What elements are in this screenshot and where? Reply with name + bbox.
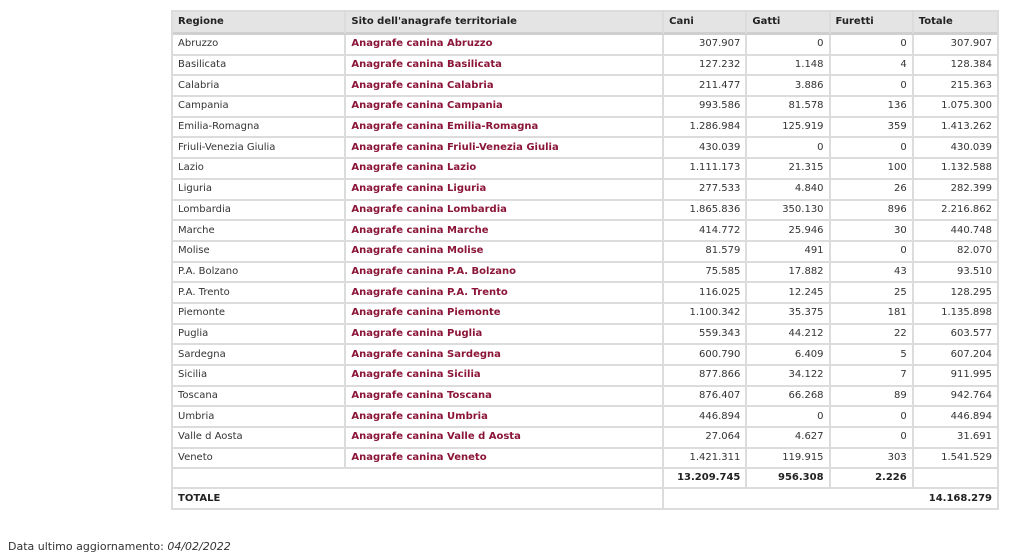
cell-sito [346, 35, 664, 56]
cell-furetti: 0 [831, 242, 914, 263]
header-gatti: Gatti [747, 12, 830, 35]
cell-cani: 127.232 [664, 56, 747, 77]
table-row [173, 366, 997, 387]
cell-furetti: 5 [831, 345, 914, 366]
cell-furetti: 30 [831, 221, 914, 242]
cell-gatti: 4.627 [747, 428, 830, 449]
cell-cani: 1.286.984 [664, 118, 747, 139]
cell-sito [346, 407, 664, 428]
cell-totale: 911.995 [914, 366, 997, 387]
cell-regione: Molise [173, 242, 346, 263]
cell-cani: 414.772 [664, 221, 747, 242]
cell-regione: P.A. Trento [173, 283, 346, 304]
registry-table [171, 10, 999, 510]
registry-site-link[interactable]: Anagrafe canina Piemonte [351, 307, 501, 319]
cell-totale: 1.413.262 [914, 118, 997, 139]
cell-regione: Calabria [173, 76, 346, 97]
cell-regione: Emilia-Romagna [173, 118, 346, 139]
cell-cani: 81.579 [664, 242, 747, 263]
cell-furetti: 43 [831, 263, 914, 284]
cell-cani: 446.894 [664, 407, 747, 428]
registry-site-link[interactable]: Anagrafe canina P.A. Bolzano [351, 265, 517, 277]
cell-gatti: 0 [747, 138, 830, 159]
registry-site-link[interactable]: Anagrafe canina Toscana [351, 390, 492, 402]
table-row [173, 35, 997, 56]
registry-site-link[interactable]: Anagrafe canina P.A. Trento [351, 286, 508, 298]
cell-totale: 215.363 [914, 76, 997, 97]
cell-totale: 1.132.588 [914, 159, 997, 180]
cell-gatti: 491 [747, 242, 830, 263]
cell-regione: Sicilia [173, 366, 346, 387]
table-row [173, 76, 997, 97]
cell-furetti: 26 [831, 180, 914, 201]
registry-site-link[interactable]: Anagrafe canina Lombardia [351, 203, 507, 215]
total-row [173, 489, 997, 508]
table-row [173, 387, 997, 408]
cell-cani: 307.907 [664, 35, 747, 56]
cell-totale: 31.691 [914, 428, 997, 449]
cell-regione: Piemonte [173, 304, 346, 325]
table-row [173, 97, 997, 118]
cell-gatti: 44.212 [747, 325, 830, 346]
cell-regione: Friuli-Venezia Giulia [173, 138, 346, 159]
cell-cani: 600.790 [664, 345, 747, 366]
cell-furetti: 303 [831, 449, 914, 470]
cell-gatti: 6.409 [747, 345, 830, 366]
registry-site-link[interactable]: Anagrafe canina Liguria [351, 183, 487, 195]
cell-cani: 75.585 [664, 263, 747, 284]
cell-furetti: 25 [831, 283, 914, 304]
header-sito: Sito dell'anagrafe territoriale [346, 12, 664, 35]
sum-cani: 13.209.745 [664, 469, 747, 489]
cell-totale: 307.907 [914, 35, 997, 56]
cell-regione: Sardegna [173, 345, 346, 366]
cell-cani: 1.421.311 [664, 449, 747, 470]
cell-totale: 607.204 [914, 345, 997, 366]
registry-site-link[interactable]: Anagrafe canina Emilia-Romagna [351, 121, 539, 133]
registry-site-link[interactable]: Anagrafe canina Basilicata [351, 59, 502, 71]
cell-sito [346, 325, 664, 346]
cell-regione: Liguria [173, 180, 346, 201]
cell-cani: 116.025 [664, 283, 747, 304]
cell-sito [346, 283, 664, 304]
cell-furetti: 181 [831, 304, 914, 325]
cell-gatti: 21.315 [747, 159, 830, 180]
registry-site-link[interactable]: Anagrafe canina Puglia [351, 327, 483, 339]
cell-regione: Valle d Aosta [173, 428, 346, 449]
cell-totale: 942.764 [914, 387, 997, 408]
cell-furetti: 0 [831, 138, 914, 159]
cell-gatti: 12.245 [747, 283, 830, 304]
sum-gatti: 956.308 [747, 469, 830, 489]
last-update-label: Data ultimo aggiornamento: [8, 540, 164, 553]
cell-sito [346, 56, 664, 77]
cell-cani: 993.586 [664, 97, 747, 118]
cell-furetti: 22 [831, 325, 914, 346]
cell-regione: Marche [173, 221, 346, 242]
table-row [173, 345, 997, 366]
header-regione: Regione [173, 12, 346, 35]
registry-site-link[interactable]: Anagrafe canina Veneto [351, 452, 487, 464]
table-body [173, 35, 997, 469]
cell-regione: Campania [173, 97, 346, 118]
cell-cani: 27.064 [664, 428, 747, 449]
table-row [173, 56, 997, 77]
cell-totale: 440.748 [914, 221, 997, 242]
cell-cani: 277.533 [664, 180, 747, 201]
cell-sito [346, 97, 664, 118]
cell-regione: P.A. Bolzano [173, 263, 346, 284]
registry-site-link[interactable]: Anagrafe canina Lazio [351, 162, 477, 174]
registry-site-link[interactable]: Anagrafe canina Sardegna [351, 348, 501, 360]
cell-cani: 1.111.173 [664, 159, 747, 180]
cell-totale: 128.384 [914, 56, 997, 77]
cell-totale: 82.070 [914, 242, 997, 263]
header-cani: Cani [664, 12, 747, 35]
cell-cani: 876.407 [664, 387, 747, 408]
cell-furetti: 359 [831, 118, 914, 139]
table-row [173, 138, 997, 159]
table-row [173, 263, 997, 284]
total-value: 14.168.279 [928, 492, 992, 504]
cell-gatti: 125.919 [747, 118, 830, 139]
sum-row-blank [173, 469, 664, 489]
registry-site-link[interactable]: Anagrafe canina Calabria [351, 79, 494, 91]
cell-furetti: 89 [831, 387, 914, 408]
cell-regione: Abruzzo [173, 35, 346, 56]
cell-regione: Toscana [173, 387, 346, 408]
cell-cani: 559.343 [664, 325, 747, 346]
cell-furetti: 100 [831, 159, 914, 180]
cell-sito [346, 180, 664, 201]
cell-furetti: 136 [831, 97, 914, 118]
cell-totale: 1.075.300 [914, 97, 997, 118]
table-row [173, 180, 997, 201]
cell-regione: Basilicata [173, 56, 346, 77]
sum-row-blank-total [914, 469, 997, 489]
cell-cani: 1.865.836 [664, 201, 747, 222]
table-row [173, 304, 997, 325]
registry-site-link[interactable]: Anagrafe canina Campania [351, 100, 503, 112]
cell-sito [346, 76, 664, 97]
cell-sito [346, 221, 664, 242]
cell-cani: 430.039 [664, 138, 747, 159]
cell-totale: 282.399 [914, 180, 997, 201]
total-label: TOTALE [173, 489, 664, 508]
cell-furetti: 896 [831, 201, 914, 222]
cell-gatti: 25.946 [747, 221, 830, 242]
cell-sito [346, 242, 664, 263]
header-furetti: Furetti [831, 12, 914, 35]
cell-sito [346, 138, 664, 159]
table-row [173, 449, 997, 470]
cell-totale: 93.510 [914, 263, 997, 284]
cell-regione: Puglia [173, 325, 346, 346]
cell-sito [346, 304, 664, 325]
cell-furetti: 0 [831, 76, 914, 97]
cell-sito [346, 159, 664, 180]
cell-cani: 211.477 [664, 76, 747, 97]
cell-gatti: 1.148 [747, 56, 830, 77]
cell-regione: Lombardia [173, 201, 346, 222]
table-row [173, 201, 997, 222]
cell-sito [346, 118, 664, 139]
table-row [173, 159, 997, 180]
cell-furetti: 0 [831, 407, 914, 428]
cell-regione: Umbria [173, 407, 346, 428]
cell-totale: 603.577 [914, 325, 997, 346]
table-row [173, 283, 997, 304]
table-row [173, 428, 997, 449]
table-header-row [173, 12, 997, 35]
table-row [173, 242, 997, 263]
registry-site-link[interactable]: Anagrafe canina Friuli-Venezia Giulia [351, 141, 559, 153]
cell-totale: 128.295 [914, 283, 997, 304]
table-row [173, 325, 997, 346]
registry-site-link[interactable]: Anagrafe canina Sicilia [351, 369, 481, 381]
cell-furetti: 4 [831, 56, 914, 77]
cell-gatti: 35.375 [747, 304, 830, 325]
cell-sito [346, 387, 664, 408]
table-row [173, 118, 997, 139]
cell-gatti: 17.882 [747, 263, 830, 284]
cell-totale: 446.894 [914, 407, 997, 428]
cell-totale: 1.541.529 [914, 449, 997, 470]
cell-cani: 877.866 [664, 366, 747, 387]
cell-gatti: 3.886 [747, 76, 830, 97]
last-update-date: 04/02/2022 [167, 540, 231, 553]
registry-site-link[interactable]: Anagrafe canina Valle d Aosta [351, 431, 521, 443]
header-totale: Totale [914, 12, 997, 35]
cell-gatti: 4.840 [747, 180, 830, 201]
cell-furetti: 0 [831, 35, 914, 56]
cell-regione: Veneto [173, 449, 346, 470]
registry-site-link[interactable]: Anagrafe canina Abruzzo [351, 38, 493, 50]
cell-totale: 2.216.862 [914, 201, 997, 222]
cell-gatti: 119.915 [747, 449, 830, 470]
cell-gatti: 0 [747, 407, 830, 428]
cell-sito [346, 449, 664, 470]
cell-sito [346, 345, 664, 366]
cell-gatti: 66.268 [747, 387, 830, 408]
registry-site-link[interactable]: Anagrafe canina Marche [351, 224, 489, 236]
cell-cani: 1.100.342 [664, 304, 747, 325]
cell-gatti: 81.578 [747, 97, 830, 118]
cell-sito [346, 366, 664, 387]
registry-site-link[interactable]: Anagrafe canina Molise [351, 245, 484, 257]
cell-totale: 1.135.898 [914, 304, 997, 325]
table-row [173, 221, 997, 242]
cell-furetti: 7 [831, 366, 914, 387]
cell-sito [346, 428, 664, 449]
sum-row [173, 469, 997, 489]
last-update [8, 540, 231, 553]
cell-sito [346, 201, 664, 222]
cell-totale: 430.039 [914, 138, 997, 159]
cell-sito [346, 263, 664, 284]
cell-gatti: 34.122 [747, 366, 830, 387]
sum-furetti: 2.226 [831, 469, 914, 489]
cell-gatti: 0 [747, 35, 830, 56]
cell-regione: Lazio [173, 159, 346, 180]
cell-gatti: 350.130 [747, 201, 830, 222]
registry-site-link[interactable]: Anagrafe canina Umbria [351, 410, 488, 422]
cell-furetti: 0 [831, 428, 914, 449]
table-row [173, 407, 997, 428]
